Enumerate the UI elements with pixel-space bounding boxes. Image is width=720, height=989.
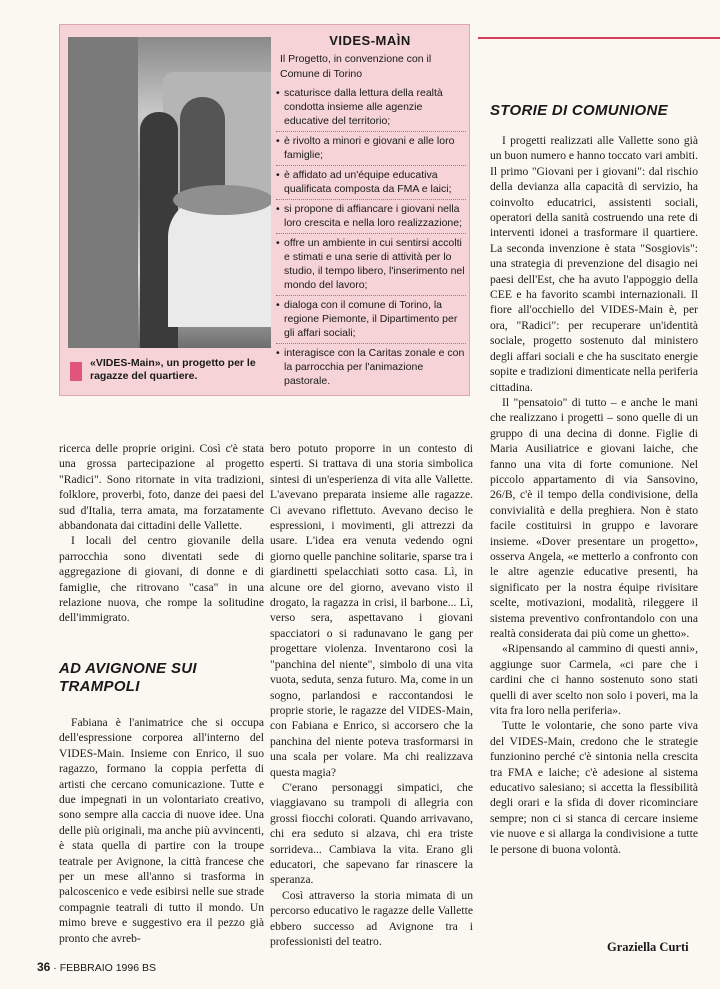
paragraph: I locali del centro giovanile della parrocchia sono diventati sede di aggregazione di giovani, di donne e di famiglie, che ritrovano "casa" in una relazione nuova, che rompe la solitudine dell'immigrato.	[59, 534, 264, 625]
paragraph: Così attraverso la storia mimata di un percorso educativo le ragazze delle Vallette ebbero successo ad Avignone tra i professionisti del teatro.	[270, 888, 473, 948]
sidebar-bullet: • interagisce con la Caritas zonale e con la parrocchia per l'animazione pastorale.	[276, 344, 466, 391]
sidebar-intro: Il Progetto, in convenzione con il Comune di Torino	[280, 53, 432, 80]
sidebar-bullet: • è rivolto a minori e giovani e alle loro famiglie;	[276, 132, 466, 166]
sidebar-title: VIDES-MAÌN	[329, 33, 411, 48]
photo-planter	[168, 197, 271, 327]
paragraph: bero potuto proporre in un contesto di esperti. Si trattava di una storia simbolica sintesi di un'esperienza di vita alle Vallette. L'avevano preparata insieme alle ragazze. Ci avevano riflettuto. Avevano deciso le espressioni, i movimenti, gli attrezzi da usare. L'idea era venuta vedendo ogni giorno quelle panchine solitarie, sparse tra i giardinetti spelacchiati sotto casa. Lì, in alcune ore del giorno, avevano visto il drogato, la ragazza in crisi, il barbone... Lì, verso sera, aspettavano i giovani spacciatori o si radunavano le gang per progettare violenza. Inventarono così la "panchina del niente", simbolo di una vita vuota, seduta, senza futuro. Ma, come in un sogno, parlandosi e raccontandosi le proprie storie, le ragazze del VIDES-Main, con Fabiana e Enrico, si accorsero che la panchina del niente poteva trasformarsi in una scala per volare. Ma chi realizzava questa magia?	[270, 442, 473, 779]
paragraph: Il "pensatoio" di tutto – e anche le mani che realizzano i progetti – sono quelle di un gruppo di una decina di donne. Figlie di Maria Ausiliatrice e giovani laiche, che fanno una vita di forte comunione. Nel piccolo appartamento di via Sansovino, 26/B, c'è il tempo della condivisione, della convivialità e della preghiera. Non è stato facile costituirsi in gruppo e lavorare insieme. «Dover presentare un progetto», osserva Angela, «e metterlo a confronto con le altre agenzie educative presenti, ha significato per la nostra équipe rivisitare scelte, motivazioni, modalità, rileggere il sistema preventivo confrontandolo con una realtà considerata dai più come un ghetto».	[490, 395, 698, 640]
heading-storie: STORIE DI COMUNIONE	[490, 102, 668, 119]
heading-avignone: AD AVIGNONE SUI TRAMPOLI	[59, 660, 197, 695]
photo-wall	[68, 37, 138, 348]
sidebar-bullet: • offre un ambiente in cui sentirsi accolti e stimati e una serie di attività per lo studio, il tempo libero, l'inserimento nel mondo del lavoro;	[276, 234, 466, 296]
paragraph: C'erano personaggi simpatici, che viaggiavano su trampoli di allegria con grossi fiocchi colorati. Quando arrivavano, chi era seduto si alzava, chi era triste sorrideva... Cambiava la vita. Erano gli educatori, che sapevano far rinascere la speranza.	[270, 780, 473, 887]
paragraph: «Ripensando al cammino di questi anni», aggiunge suor Carmela, «ci pare che i cardini che ci hanno sostenuto sono stati quelli di aver scelto non solo i poveri, ma la vita fra loro nella periferia».	[490, 642, 698, 718]
photo-flowers	[173, 185, 271, 215]
sidebar-bullets	[276, 84, 466, 391]
caption-marker	[70, 362, 82, 381]
column-left-bottom: Fabiana è l'animatrice che si occupa dell'espressione corporea all'interno del VIDES-Main. Insieme con Enrico, il suo ragazzo, formano la coppia perfetta di artisti che cercano comunicazione. Tutte e due impegnati in un volontariato creativo, sono sempre alla caccia di nuove idee. Una delle più originali, ma anche più avvincenti, è stata quella di partire con la troupe teatrale per Avignone, la città francese che per un mese all'anno si trasforma in palcoscenico e vede esibirsi nelle sue strade compagnie teatrali di tutto il mondo. Un mimo breve e suggestivo era il pezzo già pronto che avreb-	[59, 716, 264, 945]
sidebar-bullet: • scaturisce dalla lettura della realtà condotta insieme alle agenzie educative del territorio;	[276, 84, 466, 132]
issue-label: · FEBBRAIO 1996 BS	[53, 962, 156, 974]
photo	[68, 37, 271, 348]
photo-caption: «VIDES-Main», un progetto per le ragazze del quartiere.	[90, 357, 256, 382]
paragraph: Tutte le volontarie, che sono parte viva del VIDES-Main, credono che le strategie funzionino perché c'è sintonia nella crescita tra FMA e laiche; c'è adesione al sistema educativo salesiano; si accetta la flessibilità degli orari e la sfida di dover ricominciare sempre; non ci si stanca di cercare insieme vie nuove e si allarga la condivisione a tutte le persone di buona volontà.	[490, 719, 698, 856]
sidebar-bullet: • è affidato ad un'équipe educativa qualificata composta da FMA e laici;	[276, 166, 466, 200]
page-footer	[37, 960, 156, 974]
sidebar-bullet: • dialoga con il comune di Torino, la regione Piemonte, il Dipartimento per gli affari sociali;	[276, 296, 466, 344]
column-middle	[270, 441, 473, 949]
paragraph: ricerca delle proprie origini. Così c'è stata una grossa partecipazione al progetto "Radici". Sono ritornate in vita tradizioni, folklore, proverbi, foto, danze dei paesi del sud d'Italia, terra amata, ma forzatamente abbandonata dai cittadini delle Vallette.	[59, 442, 264, 533]
page-number: 36	[37, 960, 51, 974]
paragraph: I progetti realizzati alle Vallette sono già un buon numero e hanno toccato vari ambiti. Il primo "Giovani per i giovani": dal rischio della devianza alla capacità di servizio, ha coinvolto educatrici, assistenti sociali, operatori della sanità costruendo una rete di interventi idonei a trasformare il quartiere. La seconda invenzione è stata "Sosgiovis": una strategia di prevenzione del disagio nei paesi dell'Est, che ha avuto l'appoggio della CEE e ha favorito scambi internazionali. Il fiore all'occhiello del VIDES-Main è, per ora, "Radici": per recuperare un'identità sociale, progetto sostenuto dal ministero degli affari sociali e che ha suscitato energie sopite e tradizioni dimenticate nella periferia cittadina.	[490, 134, 698, 394]
column-left-top	[59, 441, 264, 626]
accent-rule	[478, 37, 720, 39]
author-signature: Graziella Curti	[607, 940, 689, 954]
column-right	[490, 133, 698, 857]
sidebar-bullet: • si propone di affiancare i giovani nella loro crescita e nella loro realizzazione;	[276, 200, 466, 234]
